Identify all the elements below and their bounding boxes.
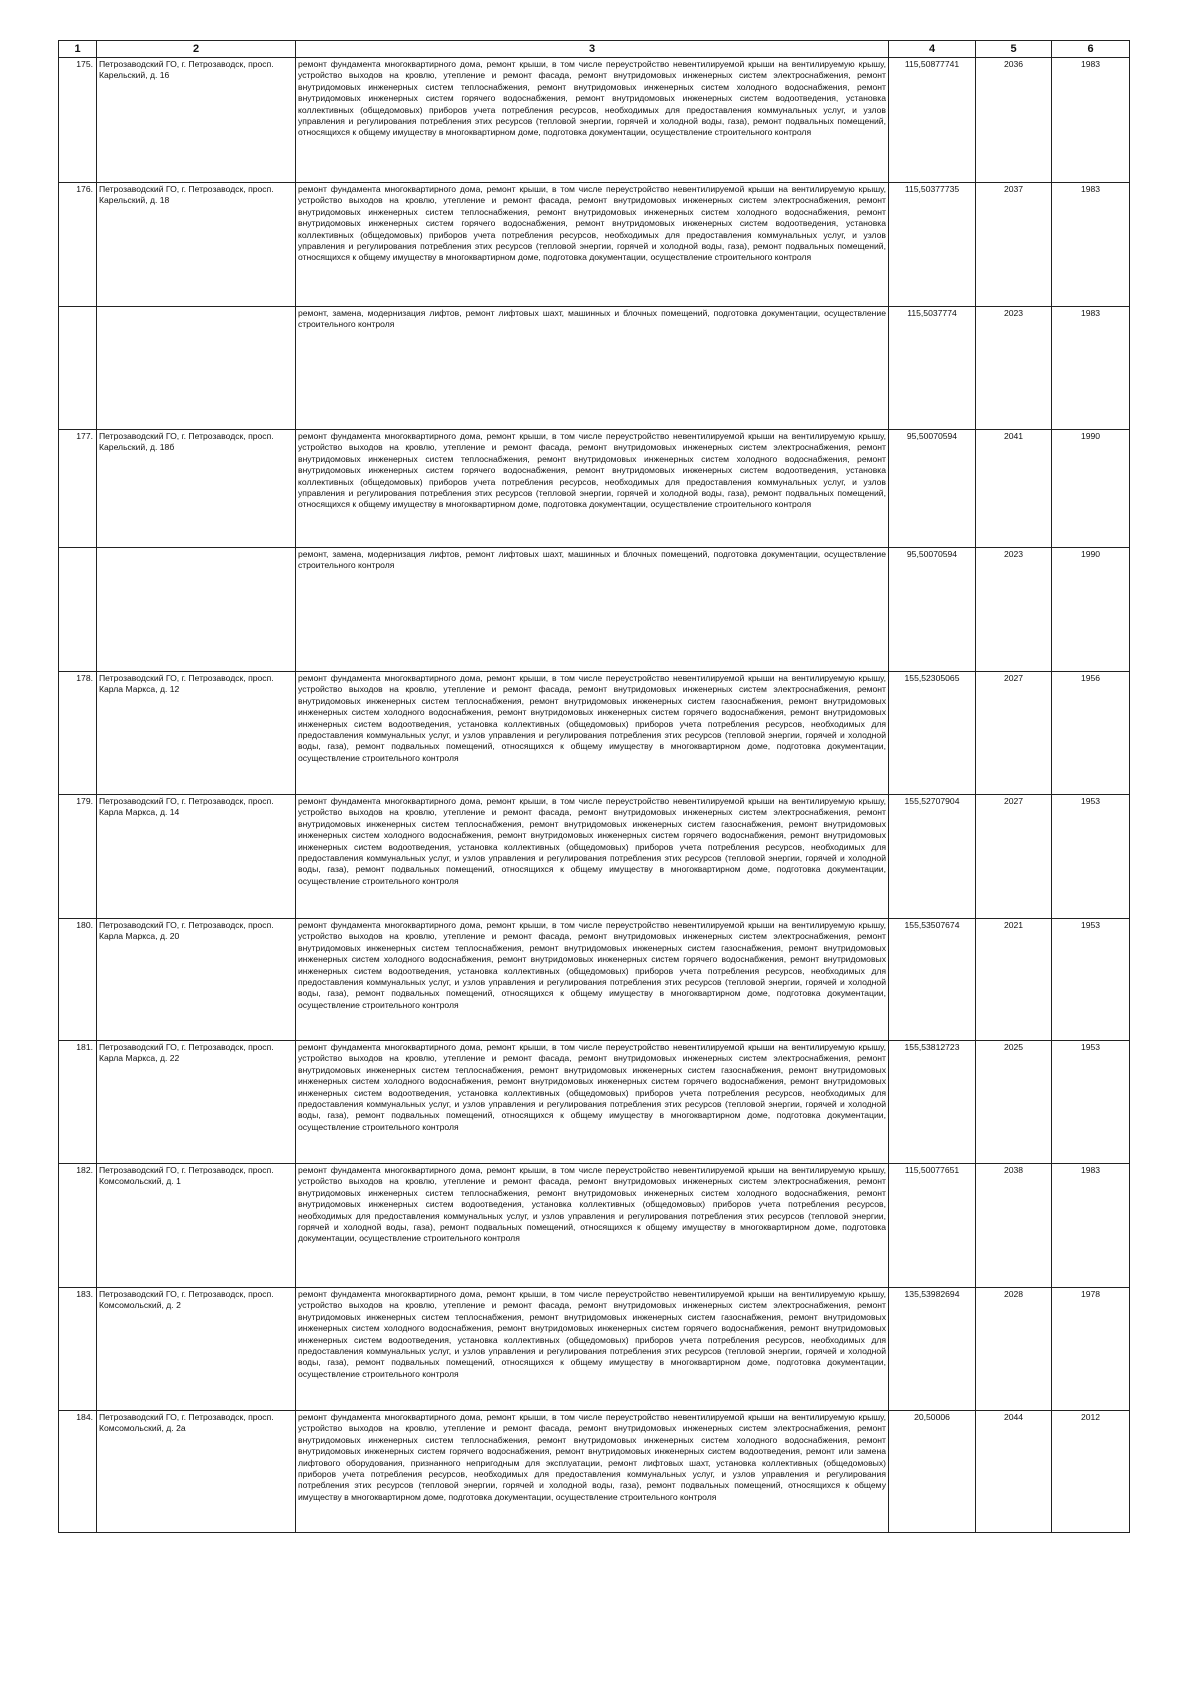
work-description-cell: ремонт фундамента многоквартирного дома, ремонт крыши, в том числе переустройство невентилируемой крыши на вентилируемую крышу, устройство выходов на кровлю, утепление и ремонт фасада, ремонт внутридомовых инженерных систем электроснабжения, ремонт внутридомовых инженерных систем теплоснабжения, ремонт внутридомовых инженерных систем газоснабжения, ремонт внутридомовых инженерных систем холодного водоснабжения, ремонт внутридомовых инженерных систем горячего водоснабжения, ремонт внутридомовых инженерных систем водоотведения, установка коллективных (общедомовых) приборов учета потребления ресурсов, необходимых для предоставления коммунальных услуг, и узлов управления и регулирования потребления этих ресурсов (тепловой энергии, горячей и холодной воды, газа), ремонт подвальных помещений, относящихся к общему имуществу в многоквартирном доме, подготовка документации, осуществление строительного контроля: [296, 795, 889, 919]
built-year-cell: 1983: [1052, 58, 1130, 183]
address-cell: Петрозаводский ГО, г. Петрозаводск, просп. Карла Маркса, д. 14: [97, 795, 296, 919]
row-number: 180.: [59, 919, 97, 1041]
work-description-cell: ремонт, замена, модернизация лифтов, ремонт лифтовых шахт, машинных и блочных помещений, подготовка документации, осуществление строительного контроля: [296, 548, 889, 672]
address-cell: Петрозаводский ГО, г. Петрозаводск, просп. Комсомольский, д. 2а: [97, 1411, 296, 1533]
cost-cell: 115,50077651: [889, 1164, 976, 1288]
table-row: [59, 183, 1130, 307]
header-col-4: 4: [889, 41, 976, 58]
table-row: [59, 430, 1130, 548]
work-description-cell: ремонт, замена, модернизация лифтов, ремонт лифтовых шахт, машинных и блочных помещений, подготовка документации, осуществление строительного контроля: [296, 307, 889, 430]
built-year-cell: 1953: [1052, 795, 1130, 919]
address-cell: Петрозаводский ГО, г. Петрозаводск, просп. Карла Маркса, д. 22: [97, 1041, 296, 1164]
row-number: 179.: [59, 795, 97, 919]
address-cell: Петрозаводский ГО, г. Петрозаводск, просп. Карла Маркса, д. 12: [97, 672, 296, 795]
work-description-cell: ремонт фундамента многоквартирного дома, ремонт крыши, в том числе переустройство невентилируемой крыши на вентилируемую крышу, устройство выходов на кровлю, утепление и ремонт фасада, ремонт внутридомовых инженерных систем электроснабжения, ремонт внутридомовых инженерных систем теплоснабжения, ремонт внутридомовых инженерных систем холодного водоснабжения, ремонт внутридомовых инженерных систем горячего водоснабжения, ремонт внутридомовых инженерных систем водоотведения, ремонт или замена лифтового оборудования, признанного непригодным для эксплуатации, ремонт лифтовых шахт, установка коллективных (общедомовых) приборов учета потребления ресурсов, необходимых для предоставления коммунальных услуг, и узлов управления и регулирования потребления этих ресурсов (тепловой энергии, горячей и холодной воды, газа), ремонт подвальных помещений, относящихся к общему имуществу в многоквартирном доме, подготовка документации, осуществление строительного контроля: [296, 1411, 889, 1533]
work-description-cell: ремонт фундамента многоквартирного дома, ремонт крыши, в том числе переустройство невентилируемой крыши на вентилируемую крышу, устройство выходов на кровлю, утепление и ремонт фасада, ремонт внутридомовых инженерных систем электроснабжения, ремонт внутридомовых инженерных систем теплоснабжения, ремонт внутридомовых инженерных систем холодного водоснабжения, ремонт внутридомовых инженерных систем горячего водоснабжения, ремонт внутридомовых инженерных систем водоотведения, установка коллективных (общедомовых) приборов учета потребления ресурсов, необходимых для предоставления коммунальных услуг, и узлов управления и регулирования потребления этих ресурсов (тепловой энергии, горячей и холодной воды, газа), ремонт подвальных помещений, относящихся к общему имуществу в многоквартирном доме, подготовка документации, осуществление строительного контроля: [296, 183, 889, 307]
cost-cell: 20,50006: [889, 1411, 976, 1533]
row-number: 184.: [59, 1411, 97, 1533]
address-cell: [97, 307, 296, 430]
header-col-5: 5: [976, 41, 1052, 58]
planned-year-cell: 2044: [976, 1411, 1052, 1533]
row-number: 176.: [59, 183, 97, 307]
header-col-1: 1: [59, 41, 97, 58]
planned-year-cell: 2021: [976, 919, 1052, 1041]
work-description-cell: ремонт фундамента многоквартирного дома, ремонт крыши, в том числе переустройство невентилируемой крыши на вентилируемую крышу, устройство выходов на кровлю, утепление и ремонт фасада, ремонт внутридомовых инженерных систем электроснабжения, ремонт внутридомовых инженерных систем теплоснабжения, ремонт внутридомовых инженерных систем холодного водоснабжения, ремонт внутридомовых инженерных систем горячего водоснабжения, ремонт внутридомовых инженерных систем водоотведения, установка коллективных (общедомовых) приборов учета потребления ресурсов, необходимых для предоставления коммунальных услуг, и узлов управления и регулирования потребления этих ресурсов (тепловой энергии, горячей и холодной воды, газа), ремонт подвальных помещений, относящихся к общему имуществу в многоквартирном доме, подготовка документации, осуществление строительного контроля: [296, 58, 889, 183]
row-number: [59, 548, 97, 672]
planned-year-cell: 2023: [976, 307, 1052, 430]
built-year-cell: 1978: [1052, 1288, 1130, 1411]
work-description-cell: ремонт фундамента многоквартирного дома, ремонт крыши, в том числе переустройство невентилируемой крыши на вентилируемую крышу, устройство выходов на кровлю, утепление и ремонт фасада, ремонт внутридомовых инженерных систем электроснабжения, ремонт внутридомовых инженерных систем теплоснабжения, ремонт внутридомовых инженерных систем газоснабжения, ремонт внутридомовых инженерных систем холодного водоснабжения, ремонт внутридомовых инженерных систем горячего водоснабжения, ремонт внутридомовых инженерных систем водоотведения, установка коллективных (общедомовых) приборов учета потребления ресурсов, необходимых для предоставления коммунальных услуг, и узлов управления и регулирования потребления этих ресурсов (тепловой энергии, горячей и холодной воды, газа), ремонт подвальных помещений, относящихся к общему имуществу в многоквартирном доме, подготовка документации, осуществление строительного контроля: [296, 1041, 889, 1164]
work-description-cell: ремонт фундамента многоквартирного дома, ремонт крыши, в том числе переустройство невентилируемой крыши на вентилируемую крышу, устройство выходов на кровлю, утепление и ремонт фасада, ремонт внутридомовых инженерных систем электроснабжения, ремонт внутридомовых инженерных систем теплоснабжения, ремонт внутридомовых инженерных систем газоснабжения, ремонт внутридомовых инженерных систем холодного водоснабжения, ремонт внутридомовых инженерных систем горячего водоснабжения, ремонт внутридомовых инженерных систем водоотведения, установка коллективных (общедомовых) приборов учета потребления ресурсов, необходимых для предоставления коммунальных услуг, и узлов управления и регулирования потребления этих ресурсов (тепловой энергии, горячей и холодной воды, газа), ремонт подвальных помещений, относящихся к общему имуществу в многоквартирном доме, подготовка документации, осуществление строительного контроля: [296, 919, 889, 1041]
built-year-cell: 1990: [1052, 548, 1130, 672]
planned-year-cell: 2041: [976, 430, 1052, 548]
table-row: [59, 548, 1130, 672]
address-cell: Петрозаводский ГО, г. Петрозаводск, просп. Комсомольский, д. 1: [97, 1164, 296, 1288]
cost-cell: 95,50070594: [889, 430, 976, 548]
header-row: [59, 41, 1130, 58]
built-year-cell: 1953: [1052, 919, 1130, 1041]
built-year-cell: 1953: [1052, 1041, 1130, 1164]
header-col-6: 6: [1052, 41, 1130, 58]
row-number: [59, 307, 97, 430]
built-year-cell: 1983: [1052, 307, 1130, 430]
cost-cell: 155,53812723: [889, 1041, 976, 1164]
row-number: 181.: [59, 1041, 97, 1164]
header-col-3: 3: [296, 41, 889, 58]
planned-year-cell: 2028: [976, 1288, 1052, 1411]
built-year-cell: 1983: [1052, 1164, 1130, 1288]
planned-year-cell: 2027: [976, 795, 1052, 919]
work-description-cell: ремонт фундамента многоквартирного дома, ремонт крыши, в том числе переустройство невентилируемой крыши на вентилируемую крышу, устройство выходов на кровлю, утепление и ремонт фасада, ремонт внутридомовых инженерных систем электроснабжения, ремонт внутридомовых инженерных систем теплоснабжения, ремонт внутридомовых инженерных систем газоснабжения, ремонт внутридомовых инженерных систем холодного водоснабжения, ремонт внутридомовых инженерных систем горячего водоснабжения, ремонт внутридомовых инженерных систем водоотведения, установка коллективных (общедомовых) приборов учета потребления ресурсов, необходимых для предоставления коммунальных услуг, и узлов управления и регулирования потребления этих ресурсов (тепловой энергии, горячей и холодной воды, газа), ремонт подвальных помещений, относящихся к общему имуществу в многоквартирном доме, подготовка документации, осуществление строительного контроля: [296, 1288, 889, 1411]
table-row: [59, 1288, 1130, 1411]
address-cell: Петрозаводский ГО, г. Петрозаводск, просп. Карла Маркса, д. 20: [97, 919, 296, 1041]
cost-cell: 135,53982694: [889, 1288, 976, 1411]
address-cell: Петрозаводский ГО, г. Петрозаводск, просп. Комсомольский, д. 2: [97, 1288, 296, 1411]
built-year-cell: 1983: [1052, 183, 1130, 307]
address-cell: Петрозаводский ГО, г. Петрозаводск, просп. Карельский, д. 18: [97, 183, 296, 307]
planned-year-cell: 2023: [976, 548, 1052, 672]
cost-cell: 115,50377735: [889, 183, 976, 307]
work-description-cell: ремонт фундамента многоквартирного дома, ремонт крыши, в том числе переустройство невентилируемой крыши на вентилируемую крышу, устройство выходов на кровлю, утепление и ремонт фасада, ремонт внутридомовых инженерных систем электроснабжения, ремонт внутридомовых инженерных систем теплоснабжения, ремонт внутридомовых инженерных систем холодного водоснабжения, ремонт внутридомовых инженерных систем горячего водоснабжения, ремонт внутридомовых инженерных систем водоотведения, установка коллективных (общедомовых) приборов учета потребления ресурсов, необходимых для предоставления коммунальных услуг, и узлов управления и регулирования потребления этих ресурсов (тепловой энергии, горячей и холодной воды, газа), ремонт подвальных помещений, относящихся к общему имуществу в многоквартирном доме, подготовка документации, осуществление строительного контроля: [296, 430, 889, 548]
table-body: [59, 58, 1130, 1533]
table-row: [59, 672, 1130, 795]
address-cell: Петрозаводский ГО, г. Петрозаводск, просп. Карельский, д. 18б: [97, 430, 296, 548]
cost-cell: 155,53507674: [889, 919, 976, 1041]
work-description-cell: ремонт фундамента многоквартирного дома, ремонт крыши, в том числе переустройство невентилируемой крыши на вентилируемую крышу, устройство выходов на кровлю, утепление и ремонт фасада, ремонт внутридомовых инженерных систем электроснабжения, ремонт внутридомовых инженерных систем теплоснабжения, ремонт внутридомовых инженерных систем холодного водоснабжения, ремонт внутридомовых инженерных систем водоотведения, установка коллективных (общедомовых) приборов учета потребления ресурсов, необходимых для предоставления коммунальных услуг, и узлов управления и регулирования потребления этих ресурсов (тепловой энергии, горячей и холодной воды, газа), ремонт подвальных помещений, относящихся к общему имуществу в многоквартирном доме, подготовка документации, осуществление строительного контроля: [296, 1164, 889, 1288]
address-cell: [97, 548, 296, 672]
table-row: [59, 795, 1130, 919]
cost-cell: 155,52707904: [889, 795, 976, 919]
table-row: [59, 1041, 1130, 1164]
cost-cell: 115,50877741: [889, 58, 976, 183]
address-cell: Петрозаводский ГО, г. Петрозаводск, просп. Карельский, д. 16: [97, 58, 296, 183]
cost-cell: 95,50070594: [889, 548, 976, 672]
built-year-cell: 2012: [1052, 1411, 1130, 1533]
built-year-cell: 1990: [1052, 430, 1130, 548]
table-row: [59, 1411, 1130, 1533]
row-number: 183.: [59, 1288, 97, 1411]
table-row: [59, 919, 1130, 1041]
header-col-2: 2: [97, 41, 296, 58]
built-year-cell: 1956: [1052, 672, 1130, 795]
cost-cell: 155,52305065: [889, 672, 976, 795]
planned-year-cell: 2038: [976, 1164, 1052, 1288]
row-number: 178.: [59, 672, 97, 795]
work-schedule-table: [58, 40, 1130, 1533]
row-number: 175.: [59, 58, 97, 183]
table-row: [59, 1164, 1130, 1288]
work-description-cell: ремонт фундамента многоквартирного дома, ремонт крыши, в том числе переустройство невентилируемой крыши на вентилируемую крышу, устройство выходов на кровлю, утепление и ремонт фасада, ремонт внутридомовых инженерных систем электроснабжения, ремонт внутридомовых инженерных систем теплоснабжения, ремонт внутридомовых инженерных систем газоснабжения, ремонт внутридомовых инженерных систем холодного водоснабжения, ремонт внутридомовых инженерных систем горячего водоснабжения, ремонт внутридомовых инженерных систем водоотведения, установка коллективных (общедомовых) приборов учета потребления ресурсов, необходимых для предоставления коммунальных услуг, и узлов управления и регулирования потребления этих ресурсов (тепловой энергии, горячей и холодной воды, газа), ремонт подвальных помещений, относящихся к общему имуществу в многоквартирном доме, подготовка документации, осуществление строительного контроля: [296, 672, 889, 795]
cost-cell: 115,5037774: [889, 307, 976, 430]
row-number: 177.: [59, 430, 97, 548]
planned-year-cell: 2025: [976, 1041, 1052, 1164]
planned-year-cell: 2037: [976, 183, 1052, 307]
row-number: 182.: [59, 1164, 97, 1288]
table-row: [59, 307, 1130, 430]
planned-year-cell: 2027: [976, 672, 1052, 795]
planned-year-cell: 2036: [976, 58, 1052, 183]
table-row: [59, 58, 1130, 183]
